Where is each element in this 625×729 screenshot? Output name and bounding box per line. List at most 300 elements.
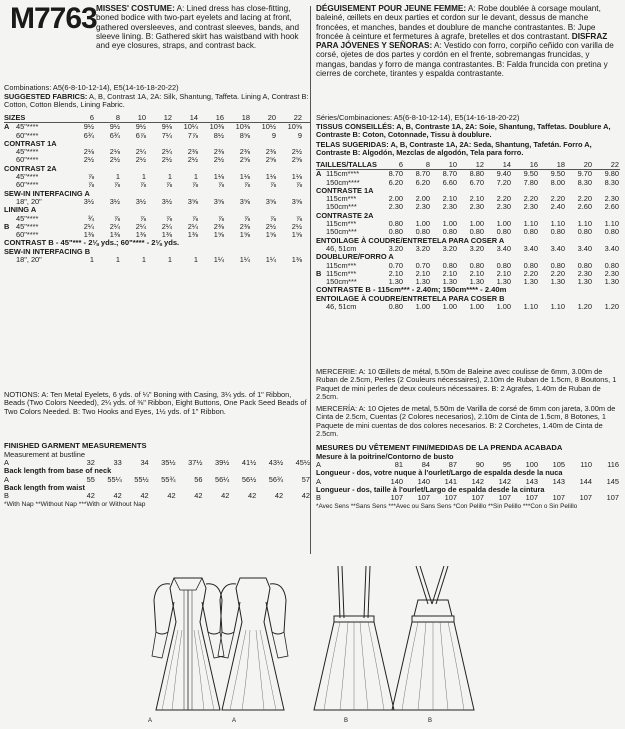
- en-waist-cell: 42: [113, 491, 122, 501]
- en-yardage-label: B: [4, 221, 10, 231]
- fr-metrage-cell: 2.00: [388, 194, 403, 204]
- fr-waist-cell: 107: [606, 493, 619, 503]
- en-interfacing-b-head-label: SEW-IN INTERFACING B: [4, 247, 91, 257]
- fr-neck-cell: 145: [606, 476, 619, 486]
- en-yardage-label: CONTRAST 1A: [4, 138, 57, 148]
- en-yardage-cell: 2½: [161, 155, 172, 165]
- fr-neck-cell: 144: [579, 476, 592, 486]
- en-yardage-cell: 2⅛: [109, 147, 120, 157]
- fr-metrage-cell: 2.20: [523, 194, 538, 204]
- fr-metrage-width: 150cm***: [326, 202, 357, 212]
- en-yardage-cell: 2⅝: [265, 155, 276, 165]
- fr-metrage-cell: 3.20: [469, 243, 484, 253]
- en-bust-cell: 39½: [214, 458, 230, 467]
- fr-metrage-cell: 3.20: [415, 243, 430, 253]
- fr-metrage-cell: 2.40: [550, 202, 565, 212]
- en-yardage-row: [4, 123, 310, 131]
- fr-metrage-cell: 1.00: [469, 219, 484, 229]
- en-yardage-cell: 9⅛: [161, 122, 172, 132]
- fr-metrage-cell: 0.80: [523, 260, 538, 270]
- spanish-merceria: MERCERÍA: A: 10 Ojetes de metal, 5.50m de Varilla de corsé de 6mm con jareta, 3.00m de Cinta de 2.5cm, Cuentas (2 Colores necesarios), 2.10m de Cinta de 1.5cm, 8 Botones, 1 Paquete de mini cuentas de dos colores necesarios. B: 2 Corchetes, 1.40m de Cinta de 2.5cm.: [316, 404, 616, 439]
- en-yardage-cell: 1: [193, 172, 198, 182]
- fr-waist-cell: 107: [498, 493, 511, 503]
- fr-sizes-cell: 22: [610, 160, 619, 169]
- fr-metrage-cell: 1.10: [577, 219, 592, 229]
- english-combinations: Combinations: A5(6-8-10-12-14), E5(14-16-18-20-22): [4, 83, 179, 92]
- pattern-code: M7763: [10, 2, 97, 35]
- en-yardage-cell: 2⅝: [291, 155, 302, 165]
- fr-entoilage-b-cell: 1.00: [442, 302, 457, 312]
- fr-metrage-label: CONTRASTE 2A: [316, 210, 374, 220]
- en-yardage-cell: 2¼: [161, 147, 172, 157]
- fr-sizes-cell: 14: [502, 160, 511, 169]
- fr-metrage-cell: 3.20: [388, 243, 403, 253]
- fr-sizes-width: [316, 161, 376, 169]
- en-yardage-width: 45"****: [16, 122, 39, 132]
- fr-bust-label: A: [316, 460, 321, 469]
- fr-metrage-cell: 2.10: [496, 268, 511, 278]
- en-bust-cell: 32: [86, 458, 95, 467]
- en-yardage-cell: ⅞: [165, 180, 172, 190]
- en-yardage-cell: 1⅝: [291, 230, 302, 240]
- en-interfacing-b-cell: 1⅜: [291, 255, 302, 265]
- en-yardage-width: 60"****: [16, 130, 39, 140]
- fr-metrage-cell: 8.80: [469, 169, 484, 179]
- fr-metrage-width: 150cm***: [326, 277, 357, 287]
- fr-metrage-cell: 2.20: [523, 268, 538, 278]
- fr-sizes-cell: 20: [583, 160, 592, 169]
- fr-metrage-cell: 8.00: [550, 177, 565, 187]
- fr-metrage-cell: 2.30: [604, 194, 619, 204]
- en-bust-cell: 43½: [268, 458, 284, 467]
- en-yardage-cell: ⅞: [87, 172, 94, 182]
- fr-waist-cell: 107: [390, 493, 403, 503]
- fr-waist-cell: 107: [417, 493, 430, 503]
- fr-bust-cell: 110: [580, 460, 592, 469]
- fr-waist-cell: 107: [444, 493, 457, 503]
- en-bust-cell: 35½: [161, 458, 176, 467]
- french-metrage-table: [316, 161, 620, 312]
- fr-neck-cell: 141: [444, 476, 457, 486]
- en-waist-width: [44, 492, 68, 500]
- en-yardage-cell: 2⅜: [213, 147, 224, 157]
- en-sizes-label: SIZES: [4, 113, 26, 122]
- en-yardage-cell: 3⅝: [291, 196, 302, 206]
- en-yardage-cell: 1⅛: [265, 172, 276, 182]
- fr-sizes-cell: 8: [425, 160, 430, 169]
- fr-metrage-cell: 3.40: [604, 243, 619, 253]
- fr-entoilage-b-cell: 1.00: [469, 302, 484, 312]
- fr-metrage-cell: 2.60: [604, 202, 619, 212]
- en-interfacing-b-cell: 1: [115, 255, 120, 265]
- en-yardage-width: 60"****: [16, 180, 39, 190]
- en-yardage-cell: 1: [167, 172, 172, 182]
- fr-metrage-cell: 8.70: [388, 169, 403, 179]
- en-yardage-cell: 2⅜: [187, 147, 198, 157]
- en-yardage-cell: 2¼: [187, 221, 198, 231]
- english-finished-measurements: FINISHED GARMENT MEASUREMENTS Measurement at bustline A 32 33 34 35½ 37½ 39½ 41½ 43½ 45½ Back length from base of neck A 55 55¼ 55½ 55¾ 56 56¼ 56½ 56¾ 57 Back length from waist B 42 42 42 42 42 42 42 42 42 *With Nap **Without Nap ***With or Without Nap: [4, 441, 311, 508]
- fr-neck-cell: 142: [471, 476, 484, 486]
- en-interfacing-b-cell: 1¼: [239, 255, 250, 265]
- en-bust-label: A: [4, 458, 9, 467]
- fr-entoilage-b-cell: 1.00: [496, 302, 511, 312]
- fr-metrage-cell: 8.30: [604, 177, 619, 187]
- fr-metrage-label: B: [316, 268, 322, 278]
- en-yardage-cell: 10⅜: [235, 122, 250, 132]
- en-yardage-cell: ⅞: [243, 180, 250, 190]
- fr-entoilage-b-cell: 0.80: [388, 302, 403, 312]
- fr-metrage-cell: 3.40: [496, 243, 511, 253]
- en-neck-cell: 56¼: [214, 474, 230, 484]
- fr-metrage-cell: 0.80: [496, 227, 511, 237]
- en-yardage-cell: 9½: [135, 122, 146, 132]
- en-yardage-cell: 6¾: [109, 130, 120, 140]
- en-interfacing-b-cell: 1: [193, 255, 198, 265]
- en-yardage-cell: 3⅝: [265, 196, 276, 206]
- fr-metrage-cell: 1.30: [550, 277, 565, 287]
- en-yardage-cell: 2¼: [161, 221, 172, 231]
- fr-neck-cell: 143: [525, 476, 538, 486]
- fr-metrage-cell: 0.80: [469, 227, 484, 237]
- fr-metrage-row: [316, 237, 620, 245]
- en-yardage-cell: 10⅜: [209, 122, 224, 132]
- en-yardage-cell: 10½: [261, 122, 276, 132]
- en-interfacing-b-row: [4, 256, 310, 264]
- fr-metrage-width: 115cm****: [326, 169, 360, 179]
- en-yardage-width: 45"****: [16, 172, 39, 182]
- en-yardage-cell: 1⅜: [187, 230, 198, 240]
- en-neck-cell: 56: [194, 474, 203, 484]
- en-yardage-cell: 10⅝: [287, 122, 302, 132]
- en-yardage-cell: 3⅝: [239, 196, 250, 206]
- fr-metrage-label: A: [316, 169, 322, 179]
- french-mercerie: MERCERIE: A: 10 Œillets de métal, 5.50m de Baleine avec coulisse de 6mm, 3.00m de Ruban de 2.5cm, Perles (2 Couleurs nécessaires), 2.10m de Ruban de 1.5cm, 8 Boutons, 1 Paquet de mini perles de deux couleurs nécessaires. B: 2 Agrafes, 1.40m de Ruban de 2.5cm.: [316, 367, 617, 402]
- en-yardage-row: [4, 215, 310, 223]
- en-yardage-row: [4, 173, 310, 181]
- en-yardage-cell: 1: [115, 172, 120, 182]
- en-yardage-cell: 2½: [291, 221, 302, 231]
- fr-metrage-cell: 0.80: [604, 260, 619, 270]
- en-yardage-cell: 2½: [83, 155, 94, 165]
- en-yardage-row: [4, 190, 310, 198]
- fr-bust-cell: 90: [475, 460, 484, 469]
- fr-metrage-cell: 1.10: [604, 219, 619, 229]
- fr-metrage-cell: 2.30: [469, 202, 484, 212]
- fr-metrage-cell: 3.40: [523, 243, 538, 253]
- fr-waist-cell: 107: [579, 493, 592, 503]
- fr-metrage-cell: 6.60: [442, 177, 457, 187]
- english-description: [96, 4, 308, 50]
- fr-metrage-cell: 6.70: [469, 177, 484, 187]
- fr-metrage-cell: 2.20: [550, 194, 565, 204]
- fr-metrage-cell: 2.20: [550, 268, 565, 278]
- en-interfacing-b-width: 18", 20": [16, 255, 42, 265]
- fr-neck-cell: 143: [552, 476, 565, 486]
- fr-metrage-cell: 8.70: [415, 169, 430, 179]
- fr-neck-cell: 142: [498, 476, 511, 486]
- fr-metrage-cell: 1.00: [442, 219, 457, 229]
- en-yardage-cell: 1⅜: [83, 230, 94, 240]
- fr-metrage-cell: 1.00: [415, 219, 430, 229]
- en-yardage-cell: 3½: [83, 196, 94, 206]
- en-yardage-cell: 2½: [291, 147, 302, 157]
- fr-metrage-cell: 6.20: [415, 177, 430, 187]
- en-yardage-cell: 1⅝: [239, 230, 250, 240]
- fr-bust-cell: 84: [421, 460, 430, 469]
- fr-metrage-cell: 2.30: [388, 202, 403, 212]
- fr-metrage-cell: 0.70: [388, 260, 403, 270]
- fr-bust-cell: 116: [607, 460, 619, 469]
- en-yardage-cell: 2⅜: [239, 221, 250, 231]
- fr-metrage-label: ENTOILAGE À COUDRE/ENTRETELA PARA COSER A: [316, 235, 505, 245]
- fr-sizes-cell: 6: [398, 160, 403, 169]
- fr-metrage-cell: 1.30: [496, 277, 511, 287]
- fr-metrage-cell: 1.30: [415, 277, 430, 287]
- view-a-back-label: A: [232, 718, 237, 724]
- fr-metrage-cell: 2.30: [577, 268, 592, 278]
- english-fabrics: SUGGESTED FABRICS: A, B, Contrast 1A, 2A: Silk, Shantung, Taffeta. Lining A, Contrast B: Cotton, Cotton Blends, Lining Fabric.: [4, 92, 309, 110]
- fr-metrage-cell: 3.40: [550, 243, 565, 253]
- en-yardage-cell: 3½: [161, 196, 172, 206]
- en-yardage-cell: ⅞: [113, 213, 120, 223]
- fr-waist-cell: 107: [552, 493, 565, 503]
- fr-metrage-cell: 9.50: [523, 169, 538, 179]
- en-yardage-label: A: [4, 122, 10, 132]
- fr-metrage-cell: 1.30: [469, 277, 484, 287]
- fr-metrage-cell: 1.30: [388, 277, 403, 287]
- en-yardage-cell: 7⅞: [187, 130, 198, 140]
- en-neck-cell: 55: [86, 474, 95, 484]
- fr-metrage-width: 46, 51cm: [326, 243, 357, 253]
- fr-entoilage-b-head-row: [316, 295, 620, 303]
- fr-metrage-cell: 0.80: [577, 260, 592, 270]
- fr-neck-cell: 140: [417, 476, 430, 486]
- en-yardage-cell: 9½: [109, 122, 120, 132]
- en-yardage-cell: ⅞: [113, 180, 120, 190]
- en-yardage-width: 18", 20": [16, 196, 42, 206]
- en-yardage-cell: ⅞: [139, 213, 146, 223]
- fr-metrage-row: [316, 212, 620, 220]
- fr-metrage-cell: 3.40: [577, 243, 592, 253]
- en-waist-label: B: [4, 491, 9, 501]
- en-interfacing-b-cell: 1¼: [265, 255, 276, 265]
- fr-metrage-cell: 0.80: [604, 227, 619, 237]
- en-yardage-cell: 9½: [83, 122, 94, 132]
- en-sizes-cell: 14: [189, 113, 198, 122]
- en-sizes-cell: 6: [89, 113, 94, 122]
- fr-metrage-cell: 1.30: [604, 277, 619, 287]
- en-sizes-cell: 18: [241, 113, 250, 122]
- en-waist-cell: 42: [167, 491, 176, 501]
- en-bust-cell: 34: [140, 458, 149, 467]
- fr-metrage-cell: 6.20: [388, 177, 403, 187]
- en-yardage-cell: ¾: [87, 213, 94, 223]
- en-yardage-cell: 1⅛: [213, 172, 224, 182]
- fr-metrage-cell: 2.30: [523, 202, 538, 212]
- en-waist-cell: 42: [86, 491, 95, 501]
- en-yardage-cell: 3⅝: [187, 196, 198, 206]
- fr-metrage-cell: 9.40: [496, 169, 511, 179]
- fr-entoilage-b-cell: 1.10: [523, 302, 538, 312]
- fr-metrage-cell: 0.80: [550, 260, 565, 270]
- fr-metrage-cell: 0.80: [442, 260, 457, 270]
- en-yardage-width: 60"****: [16, 155, 39, 165]
- fr-metrage-cell: 2.10: [469, 268, 484, 278]
- en-yardage-cell: ⅞: [165, 213, 172, 223]
- en-waist-cell: 42: [140, 491, 149, 501]
- en-yardage-label: CONTRAST 2A: [4, 163, 57, 173]
- en-neck-cell: 55¼: [107, 474, 122, 484]
- fr-metrage-cell: 2.20: [496, 194, 511, 204]
- fr-metrage-label: DOUBLURE/FORRO A: [316, 252, 394, 262]
- fr-entoilage-b-row: [316, 303, 620, 311]
- fr-entoilage-b-cell: 1.10: [550, 302, 565, 312]
- en-yardage-cell: 2½: [213, 155, 224, 165]
- fr-waist-row: [316, 494, 620, 502]
- en-yardage-row: [4, 223, 310, 231]
- en-interfacing-b-cell: 1: [141, 255, 146, 265]
- en-yardage-row: [4, 140, 310, 148]
- en-waist-cell: 42: [301, 491, 311, 501]
- en-yardage-cell: 2¼: [135, 147, 146, 157]
- fr-bust-cell: 100: [525, 460, 538, 469]
- fr-entoilage-b-width: 46, 51cm: [326, 302, 357, 312]
- en-yardage-cell: ⅞: [191, 213, 198, 223]
- en-bust-cell: 45½: [295, 458, 311, 467]
- en-yardage-cell: 2½: [265, 221, 276, 231]
- en-yardage-width: 60"****: [16, 230, 39, 240]
- fr-metrage-cell: 2.10: [442, 268, 457, 278]
- fr-bust-cell: 87: [448, 460, 457, 469]
- en-neck-cell: 56½: [241, 474, 257, 484]
- en-bust-cell: 37½: [188, 458, 203, 467]
- en-bust-cell: 33: [113, 458, 122, 467]
- english-desc-text: A: Lined dress has close-fitting, boned bodice with two-part eyelets and lacing at front, gathered oversleeves, and contrast sleeves, bands, and sleeve lining. B: Gathered skirt has waistband with hook and eye closures, straps, and contrast back.: [96, 4, 299, 51]
- fr-metrage-width: 150cm****: [326, 177, 360, 187]
- en-sizes-cell: 22: [293, 113, 302, 122]
- fr-neck-cell: 140: [390, 476, 403, 486]
- en-yardage-row: [4, 198, 310, 206]
- en-yardage-cell: 9: [271, 130, 276, 140]
- en-yardage-cell: 6⅞: [135, 130, 146, 140]
- fr-metrage-cell: 2.10: [388, 268, 403, 278]
- fr-metrage-cell: 1.30: [577, 277, 592, 287]
- en-yardage-label: [4, 173, 16, 181]
- fr-metrage-cell: 8.70: [442, 169, 457, 179]
- fr-metrage-row: [316, 253, 620, 261]
- fr-metrage-cell: 2.30: [604, 268, 619, 278]
- fr-metrage-width: 115cm***: [326, 194, 357, 204]
- en-sizes-cell: 10: [137, 113, 146, 122]
- fr-metrage-cell: 0.80: [388, 227, 403, 237]
- en-neck-cell: 55¾: [161, 474, 176, 484]
- en-yardage-cell: 1⅛: [291, 172, 302, 182]
- en-yardage-cell: 1⅜: [109, 230, 120, 240]
- fr-metrage-cell: 2.60: [577, 202, 592, 212]
- fr-metrage-cell: 0.80: [442, 227, 457, 237]
- column-divider: [310, 6, 311, 554]
- en-yardage-cell: 8½: [213, 130, 224, 140]
- fr-metrage-label: CONTRASTE 1A: [316, 185, 374, 195]
- fr-metrage-cell: 8.30: [577, 177, 592, 187]
- en-yardage-cell: ⅞: [217, 213, 224, 223]
- en-waist-cell: 42: [248, 491, 257, 501]
- view-a-front-label: A: [148, 718, 153, 724]
- en-yardage-cell: 9: [297, 130, 302, 140]
- fr-metrage-cell: 0.80: [388, 219, 403, 229]
- fr-metrage-row: [316, 262, 620, 270]
- view-b-front-label: B: [344, 718, 349, 724]
- fr-metrage-cell: 1.00: [496, 219, 511, 229]
- fr-metrage-cell: 1.10: [523, 219, 538, 229]
- fr-metrage-width: 115cm***: [326, 219, 357, 229]
- en-yardage-width: 45"****: [16, 213, 39, 223]
- en-yardage-cell: ⅞: [87, 180, 94, 190]
- fr-sizes-cell: 16: [529, 160, 538, 169]
- fr-entoilage-b-cell: 1.20: [604, 302, 619, 312]
- en-yardage-cell: 2⅜: [213, 221, 224, 231]
- fr-metrage-cell: 0.80: [577, 227, 592, 237]
- en-yardage-cell: 2⅛: [83, 147, 94, 157]
- spanish-telas: TELAS SUGERIDAS: A, B, Contraste 1A, 2A: Seda, Shantung, Tafetán. Forro A, Contraste B: Algodón, Mezclas de algodón, Tela para forro.: [316, 140, 592, 158]
- view-b-back-drawing: [378, 560, 488, 720]
- en-sizes-cell: 16: [215, 113, 224, 122]
- fr-metrage-cell: 0.80: [496, 260, 511, 270]
- fr-entoilage-b-label: [316, 303, 326, 311]
- en-yardage-cell: ⅞: [243, 213, 250, 223]
- fr-metrage-cell: 2.10: [415, 268, 430, 278]
- fr-metrage-row: [316, 220, 620, 228]
- en-yardage-cell: 2⅜: [265, 147, 276, 157]
- fr-metrage-row: [316, 195, 620, 203]
- en-yardage-cell: 3⅝: [213, 196, 224, 206]
- en-yardage-cell: 2⅜: [239, 147, 250, 157]
- fr-metrage-row: [316, 187, 620, 195]
- fr-metrage-cell: 0.70: [415, 260, 430, 270]
- en-interfacing-b-cell: 1: [89, 255, 94, 265]
- fr-metrage-cell: 0.80: [523, 227, 538, 237]
- fr-metrage-width: 115cm***: [326, 268, 357, 278]
- en-yardage-cell: 2¼: [135, 221, 146, 231]
- fr-metrage-width: 115cm***: [326, 260, 357, 270]
- en-bust-cell: 41½: [241, 458, 257, 467]
- en-yardage-width: 45"****: [16, 147, 39, 157]
- fr-metrage-cell: 1.30: [442, 277, 457, 287]
- en-yardage-cell: ⅞: [295, 180, 302, 190]
- en-yardage-cell: 2¼: [109, 221, 120, 231]
- fr-waist-cell: 107: [525, 493, 538, 503]
- fr-contraste-b: CONTRASTE B - 115cm*** - 2.40m; 150cm**** - 2.40m: [316, 285, 507, 295]
- fr-metrage-cell: 9.80: [604, 169, 619, 179]
- en-yardage-cell: 8⅝: [239, 130, 250, 140]
- fr-metrage-cell: 2.30: [415, 202, 430, 212]
- english-notions: NOTIONS: A: Ten Metal Eyelets, 6 yds. of ¼" Boning with Casing, 3¼ yds. of 1" Ribbon, Beads (Two Colors Needed), 2¼ yds. of ⅜" Ribbon, Eight Buttons, One Pack Seed Beads of Two Colors Needed. B: Two Hooks and Eyes, 1½ yds. of 1" Ribbon.: [4, 390, 307, 416]
- en-sizes-width: [16, 114, 68, 122]
- en-contrast-b: CONTRAST B - 45"*** - 2⅛ yds.; 60"**** - 2⅛ yds.: [4, 238, 180, 248]
- en-waist-cell: 42: [194, 491, 203, 501]
- fr-metrage-cell: 0.80: [415, 227, 430, 237]
- en-yardage-label: [4, 148, 16, 156]
- en-yardage-cell: 1: [141, 172, 146, 182]
- en-yardage-cell: 1⅛: [239, 172, 250, 182]
- en-yardage-cell: ⅞: [217, 180, 224, 190]
- fr-waist-width: [356, 494, 376, 502]
- fr-metrage-cell: 7.20: [496, 177, 511, 187]
- en-yardage-cell: ⅞: [139, 180, 146, 190]
- fr-metrage-cell: 1.10: [550, 219, 565, 229]
- fr-sizes-cell: 18: [556, 160, 565, 169]
- fr-metrage-cell: 9.70: [577, 169, 592, 179]
